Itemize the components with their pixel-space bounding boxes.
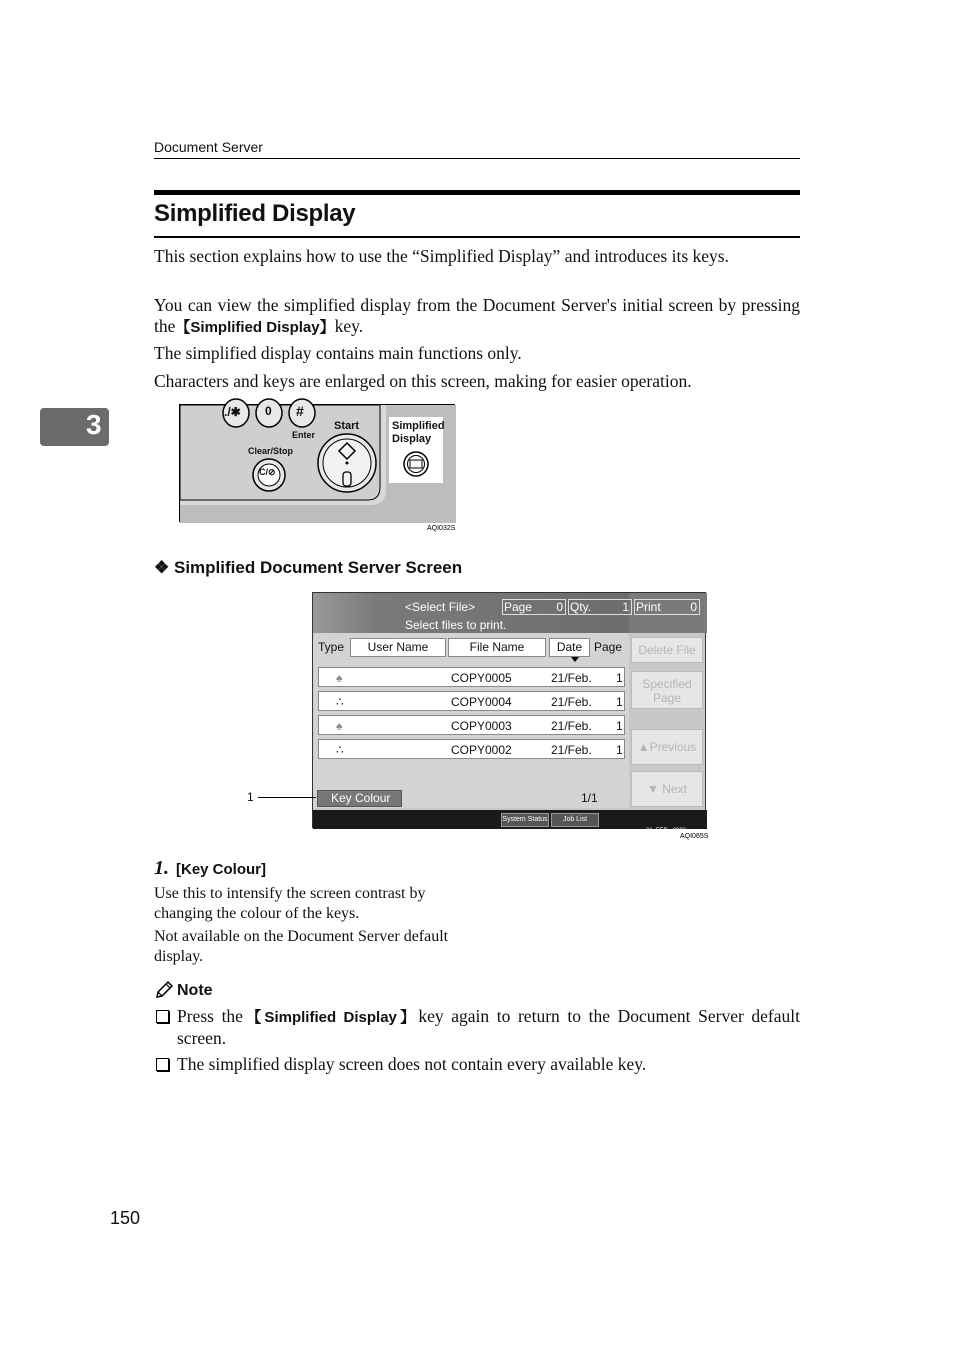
- file-page-cell: 1: [616, 743, 623, 757]
- screen-instruction: Select files to print.: [405, 618, 507, 632]
- intro-paragraph-2: [154, 295, 800, 338]
- note-item-2: The simplified display screen does not contain every available key.: [177, 1054, 647, 1074]
- specified-page-line1: Specified: [642, 677, 692, 691]
- screen-heading-bullet: ❖: [154, 558, 170, 577]
- page-counter-label: Page: [504, 600, 533, 614]
- previous-button[interactable]: ▲Previous: [631, 729, 703, 765]
- clear-stop-symbol: C/⊘: [259, 467, 276, 477]
- note1-key-ref: 【Simplified Display】: [242, 1009, 419, 1026]
- screen-heading-text: Simplified Document Server Screen: [173, 558, 463, 577]
- specified-page-button[interactable]: [631, 671, 703, 709]
- file-date-cell: 21/Feb.: [551, 719, 592, 733]
- callout-number: 1: [247, 790, 254, 804]
- screen-figure-code: AQI065S: [680, 833, 709, 840]
- file-page-cell: 1: [616, 671, 623, 685]
- table-row[interactable]: [318, 667, 625, 687]
- enter-label: Enter: [292, 430, 316, 440]
- start-label: Start: [334, 420, 360, 432]
- control-panel-figure: [179, 404, 455, 522]
- job-list-button[interactable]: Job List: [551, 813, 599, 827]
- note1-before: Press the: [177, 1006, 243, 1026]
- specified-page-line2: Page: [652, 691, 682, 705]
- note-item-1: [177, 1006, 800, 1049]
- sort-down-icon: [571, 657, 579, 662]
- simplified-label-line2: Display: [392, 433, 432, 445]
- column-user-name[interactable]: User Name: [350, 638, 446, 657]
- panel-figure-code: AQI032S: [427, 525, 456, 532]
- key-asterisk-label: ./✱: [224, 405, 241, 419]
- file-type-icon: ♠: [336, 719, 343, 733]
- column-file-name[interactable]: File Name: [448, 638, 546, 657]
- key-colour-button[interactable]: Key Colour: [317, 790, 402, 807]
- column-type[interactable]: Type: [318, 640, 345, 654]
- chapter-number: 3: [86, 409, 102, 440]
- file-type-icon: ∴: [336, 743, 344, 757]
- file-page-cell: 1: [616, 695, 623, 709]
- qty-counter-label: Qty.: [570, 600, 592, 614]
- table-row[interactable]: [318, 739, 625, 759]
- file-name-cell: COPY0003: [451, 719, 512, 733]
- simplified-display-key-label: [392, 420, 445, 446]
- intro-p2-after: key.: [334, 316, 364, 336]
- screen-datetime: [646, 811, 686, 875]
- intro-p2-before: You can view the simplified display from the Document Server's initial screen by pressing the: [154, 295, 800, 336]
- file-type-icon: ♠: [336, 671, 343, 685]
- header-rule: [154, 158, 800, 159]
- page-counter-box: [502, 599, 566, 615]
- next-button[interactable]: ▼ Next: [631, 771, 703, 807]
- file-name-cell: COPY0002: [451, 743, 512, 757]
- note-checkbox-icon: [156, 1058, 169, 1071]
- section-title: Simplified Display: [154, 200, 356, 227]
- title-rule-top: [154, 190, 800, 195]
- item-description-2: Not available on the Document Server default display.: [154, 928, 449, 965]
- system-status-button[interactable]: System Status: [501, 813, 549, 827]
- table-row[interactable]: [318, 715, 625, 735]
- intro-paragraph-4: Characters and keys are enlarged on this screen, making for easier operation.: [154, 371, 692, 391]
- print-counter-box: [634, 599, 700, 615]
- key-hash-label: #: [296, 403, 304, 419]
- clear-stop-label: Clear/Stop: [248, 446, 294, 456]
- column-page[interactable]: Page: [594, 640, 623, 654]
- callout-leader-line: [258, 797, 316, 798]
- page-count-indicator: 1/1: [581, 791, 598, 805]
- simplified-label-line1: Simplified: [392, 420, 445, 432]
- screen-time: 18:40: [646, 852, 662, 858]
- table-row[interactable]: [318, 691, 625, 711]
- item-description-1: Use this to intensify the screen contrast by changing the colour of the keys.: [154, 885, 426, 922]
- delete-file-button[interactable]: Delete File: [631, 637, 703, 663]
- title-rule-bottom: [154, 236, 800, 238]
- page-number: 150: [110, 1208, 141, 1228]
- screen-date: 21 FEB 2006: [646, 828, 687, 834]
- key-zero-label: 0: [265, 404, 272, 418]
- item-number: 1.: [154, 857, 169, 879]
- qty-counter-box: [568, 599, 632, 615]
- intro-paragraph-1: This section explains how to use the “Simplified Display” and introduces its keys.: [154, 246, 729, 266]
- qty-counter-value: 1: [622, 600, 629, 614]
- file-name-cell: COPY0004: [451, 695, 512, 709]
- intro-paragraph-3: The simplified display contains main functions only.: [154, 343, 522, 363]
- note1-after: key again to return to the Document Server default screen.: [177, 1006, 800, 1048]
- item-label: [Key Colour]: [176, 861, 266, 878]
- note-heading: Note: [177, 982, 213, 999]
- file-date-cell: 21/Feb.: [551, 695, 592, 709]
- file-date-cell: 21/Feb.: [551, 671, 592, 685]
- print-counter-value: 0: [690, 600, 697, 614]
- running-header: Document Server: [154, 139, 263, 155]
- simplified-display-key-ref: 【Simplified Display】: [175, 319, 335, 336]
- select-file-label: <Select File>: [405, 600, 476, 614]
- file-page-cell: 1: [616, 719, 623, 733]
- print-counter-label: Print: [636, 600, 661, 614]
- note-pencil-icon: [154, 980, 174, 1000]
- note-checkbox-icon: [156, 1010, 169, 1023]
- file-type-icon: ∴: [336, 695, 344, 709]
- screen-heading: [154, 558, 462, 578]
- file-name-cell: COPY0005: [451, 671, 512, 685]
- file-date-cell: 21/Feb.: [551, 743, 592, 757]
- column-date[interactable]: Date: [549, 638, 590, 657]
- page-counter-value: 0: [556, 600, 563, 614]
